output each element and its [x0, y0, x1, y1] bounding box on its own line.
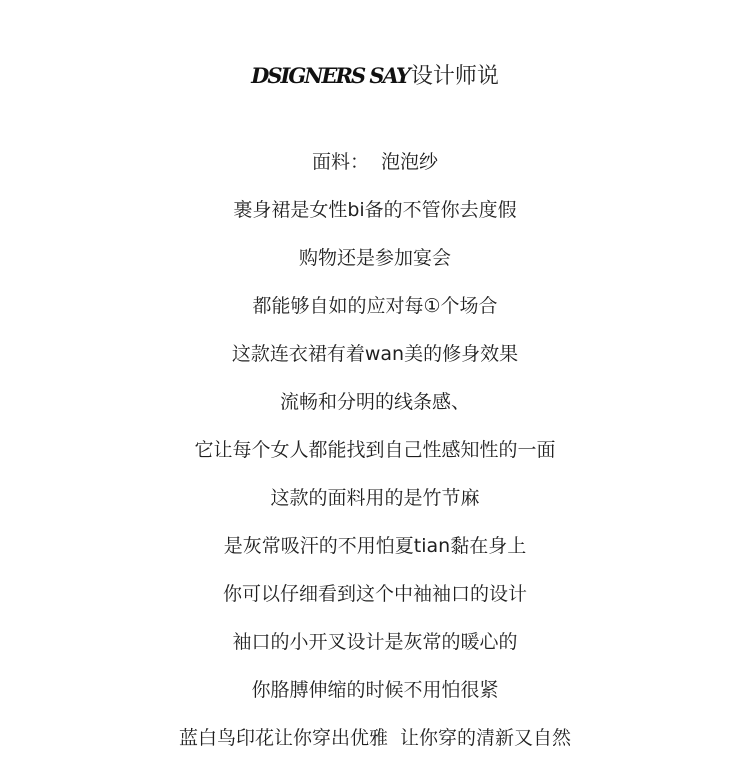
description-line: 这款连衣裙有着wan美的修身效果: [231, 343, 519, 365]
description-line: 流畅和分明的线条感、: [279, 391, 470, 413]
description-line: 你胳膊伸缩的时候不用怕很紧: [251, 679, 499, 701]
description-lines: [0, 142, 750, 766]
section-title-english: DSIGNERS SAY: [251, 63, 409, 88]
description-line: 它让每个女人都能找到自己性感知性的一面: [194, 439, 556, 461]
description-line: 都能够自如的应对每①个场合: [252, 295, 498, 317]
description-line-fabric: 面料： 泡泡纱: [311, 151, 439, 173]
description-line: 袖口的小开叉设计是灰常的暖心的: [232, 631, 518, 653]
description-line: 裹身裙是女性bi备的不管你去度假: [233, 199, 517, 221]
section-title-chinese: 设计师说: [410, 64, 499, 89]
description-line: 是灰常吸汗的不用怕夏tian黏在身上: [223, 535, 527, 557]
description-line: 蓝白鸟印花让你穿出优雅 让你穿的清新又自然: [178, 727, 572, 749]
description-line: 你可以仔细看到这个中袖袖口的设计: [222, 583, 527, 605]
description-line: 购物还是参加宴会: [298, 247, 451, 269]
description-line: 这款的面料用的是竹节麻: [270, 487, 480, 509]
section-title: [0, 56, 750, 97]
